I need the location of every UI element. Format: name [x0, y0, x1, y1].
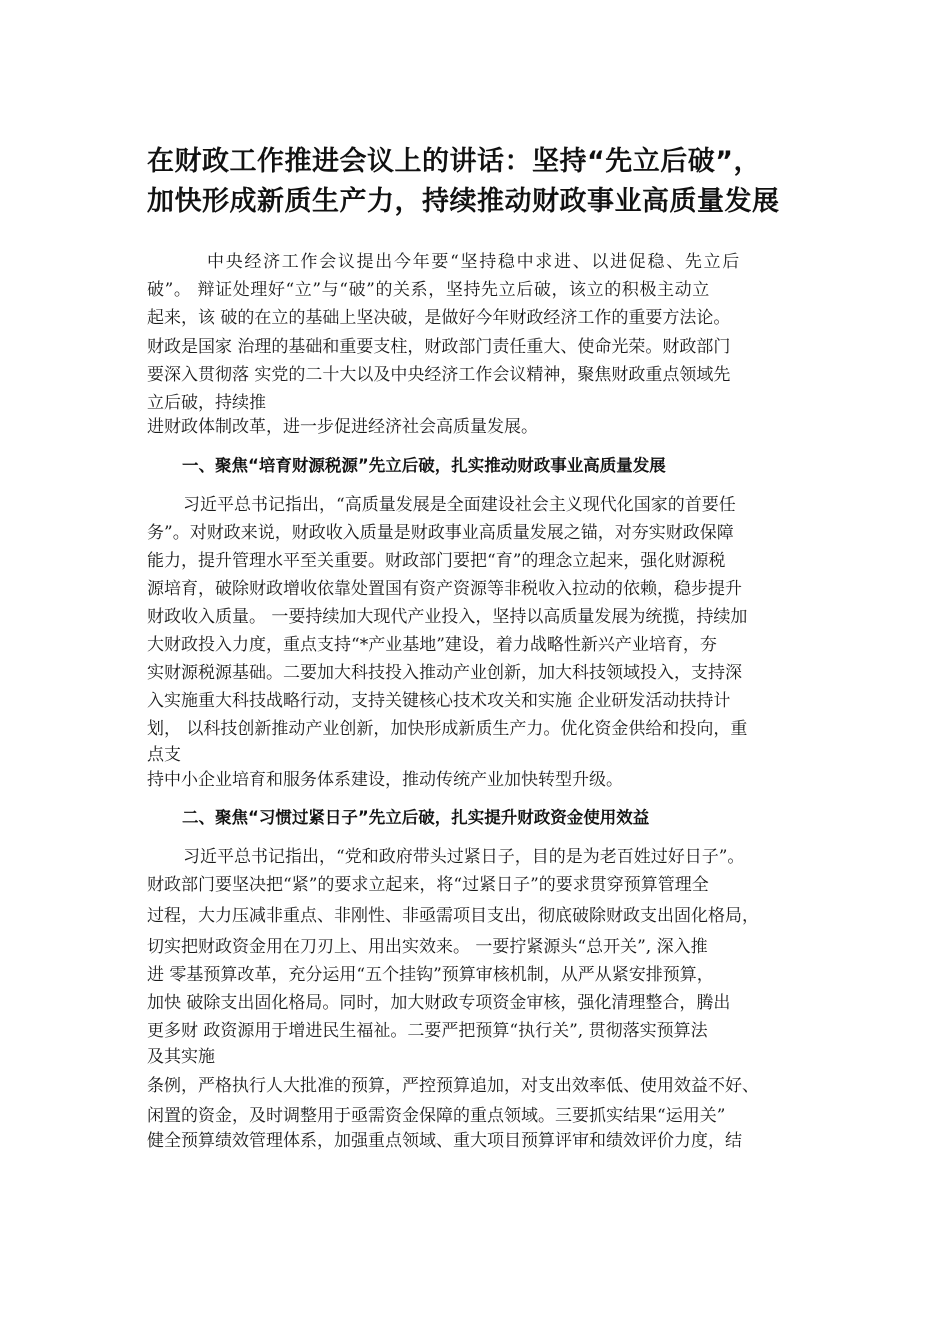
body-line: 务”。对财政来说，财政收入质量是财政事业高质量发展之锚，对夯实财政保障 [147, 523, 734, 543]
body-line: 源培育，破除财政增收依靠处置国有资产资源等非税收入拉动的依赖，稳步提升 [147, 579, 742, 599]
body-line: 闲置的资金，及时调整用于亟需资金保障的重点领域。三要抓实结果“运用关” [147, 1106, 726, 1126]
body-line: 习近平总书记指出，“党和政府带头过紧日子，目的是为老百姓过好日子”。 [183, 847, 745, 867]
body-line: 大财政投入力度，重点支持“*产业基地”建设，着力战略性新兴产业培育，夯 [147, 635, 717, 655]
body-line: 加快 破除支出固化格局。同时，加大财政专项资金审核，强化清理整合，腾出 [147, 993, 731, 1013]
document-title [147, 142, 827, 222]
body-line: 能力，提升管理水平至关重要。财政部门要把“育”的理念立起来，强化财源税 [147, 551, 726, 571]
intro-line: 进财政体制改革，进一步促进经济社会高质量发展。 [147, 417, 538, 437]
body-line: 持中小企业培育和服务体系建设，推动传统产业加快转型升级。 [147, 770, 623, 790]
body-line: 切实把财政资金用在刀刃上、用出实效来。 一要拧紧源头“总开关”, 深入推 [147, 937, 708, 957]
body-line: 划， 以科技创新推动产业创新，加快形成新质生产力。优化资金供给和投向，重 [147, 719, 748, 739]
body-line: 进 零基预算改革，充分运用“五个挂钩”预算审核机制，从严从紧安排预算， [147, 965, 714, 985]
body-line: 实财源税源基础。二要加大科技投入推动产业创新，加大科技领域投入，支持深 [147, 663, 742, 683]
body-line: 及其实施 [147, 1047, 215, 1067]
body-line: 习近平总书记指出，“高质量发展是全面建设社会主义现代化国家的首要任 [183, 495, 736, 515]
intro-line: 立后破，持续推 [147, 393, 266, 413]
intro-line: 要深入贯彻落 实党的二十大以及中央经济工作会议精神，聚焦财政重点领域先 [147, 365, 731, 385]
intro-line: 财政是国家 治理的基础和重要支柱，财政部门责任重大、使命光荣。财政部门 [147, 337, 731, 357]
body-line: 入实施重大科技战略行动，支持关键核心技术攻关和实施 企业研发活动扶持计 [147, 691, 731, 711]
body-line: 过程，大力压减非重点、非刚性、非亟需项目支出，彻底破除财政支出固化格局， [147, 906, 759, 926]
title-line: 加快形成新质生产力，持续推动财政事业高质量发展 [147, 186, 780, 217]
body-line: 点支 [147, 745, 181, 765]
intro-line: 中央经济工作会议提出今年要“坚持稳中求进、以进促稳、先立后 [207, 252, 741, 272]
body-line: 财政收入质量。 一要持续加大现代产业投入，坚持以高质量发展为统揽，持续加 [147, 607, 748, 627]
body-line: 更多财 政资源用于增进民生福祉。二要严把预算“执行关”, 贯彻落实预算法 [147, 1021, 708, 1041]
section-heading: 二、聚焦“习惯过紧日子”先立后破，扎实提升财政资金使用效益 [182, 808, 650, 827]
body-line: 健全预算绩效管理体系，加强重点领域、重大项目预算评审和绩效评价力度，结 [147, 1131, 742, 1151]
section-heading: 一、聚焦“培育财源税源”先立后破，扎实推动财政事业高质量发展 [182, 456, 666, 475]
intro-line: 破”。 辩证处理好“立”与“破”的关系，坚持先立后破，该立的积极主动立 [147, 280, 710, 300]
title-line: 在财政工作推进会议上的讲话：坚持“先立后破”， [147, 146, 761, 177]
body-line: 财政部门要坚决把“紧”的要求立起来，将“过紧日子”的要求贯穿预算管理全 [147, 875, 709, 895]
intro-line: 起来，该 破的在立的基础上坚决破，是做好今年财政经济工作的重要方法论。 [147, 308, 731, 328]
body-line: 条例，严格执行人大批准的预算，严控预算追加，对支出效率低、使用效益不好、 [147, 1076, 759, 1096]
